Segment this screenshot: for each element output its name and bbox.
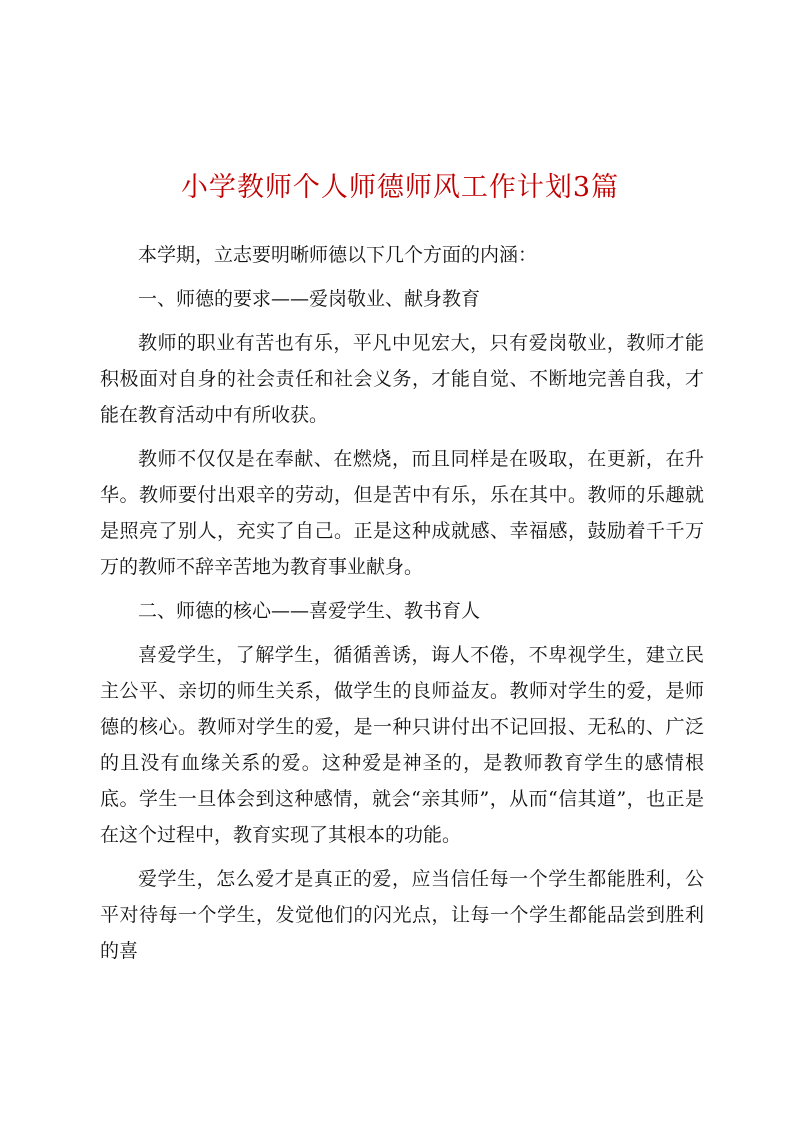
body-paragraph: 教师不仅仅是在奉献、在燃烧，而且同样是在吸取，在更新，在升华。教师要付出艰辛的劳动，但是苦中有乐，乐在其中。教师的乐趣就是照亮了别人，充实了自己。正是这种成就感、幸福感，鼓励着千千万万的教师不辞辛苦地为教育事业献身。 (100, 448, 704, 578)
intro-paragraph: 本学期，立志要明晰师德以下几个方面的内涵： (138, 244, 538, 266)
body-paragraph: 教师的职业有苦也有乐，平凡中见宏大，只有爱岗敬业，教师才能积极面对自身的社会责任和社会义务，才能自觉、不断地完善自我，才能在教育活动中有所收获。 (100, 332, 704, 426)
section-heading-1: 一、师德的要求——爱岗敬业、献身教育 (138, 288, 481, 310)
body-paragraph: 喜爱学生，了解学生，循循善诱，诲人不倦，不卑视学生，建立民主公平、亲切的师生关系，做学生的良师益友。教师对学生的爱，是师德的核心。教师对学生的爱，是一种只讲付出不记回报、无私的、广泛的且没有血缘关系的爱。这种爱是神圣的，是教师教育学生的感情根底。学生一旦体会到这种感情，就会“亲其师”，从而“信其道”，也正是在这个过程中，教育实现了其根本的功能。 (100, 644, 704, 846)
document-title: 小学教师个人师德师风工作计划3篇 (180, 172, 620, 203)
section-heading-2: 二、师德的核心——喜爱学生、教书育人 (138, 600, 481, 622)
body-paragraph: 爱学生，怎么爱才是真正的爱，应当信任每一个学生都能胜利，公平对待每一个学生，发觉他们的闪光点，让每一个学生都能品尝到胜利的喜 (100, 868, 704, 962)
document-body (100, 237, 704, 977)
